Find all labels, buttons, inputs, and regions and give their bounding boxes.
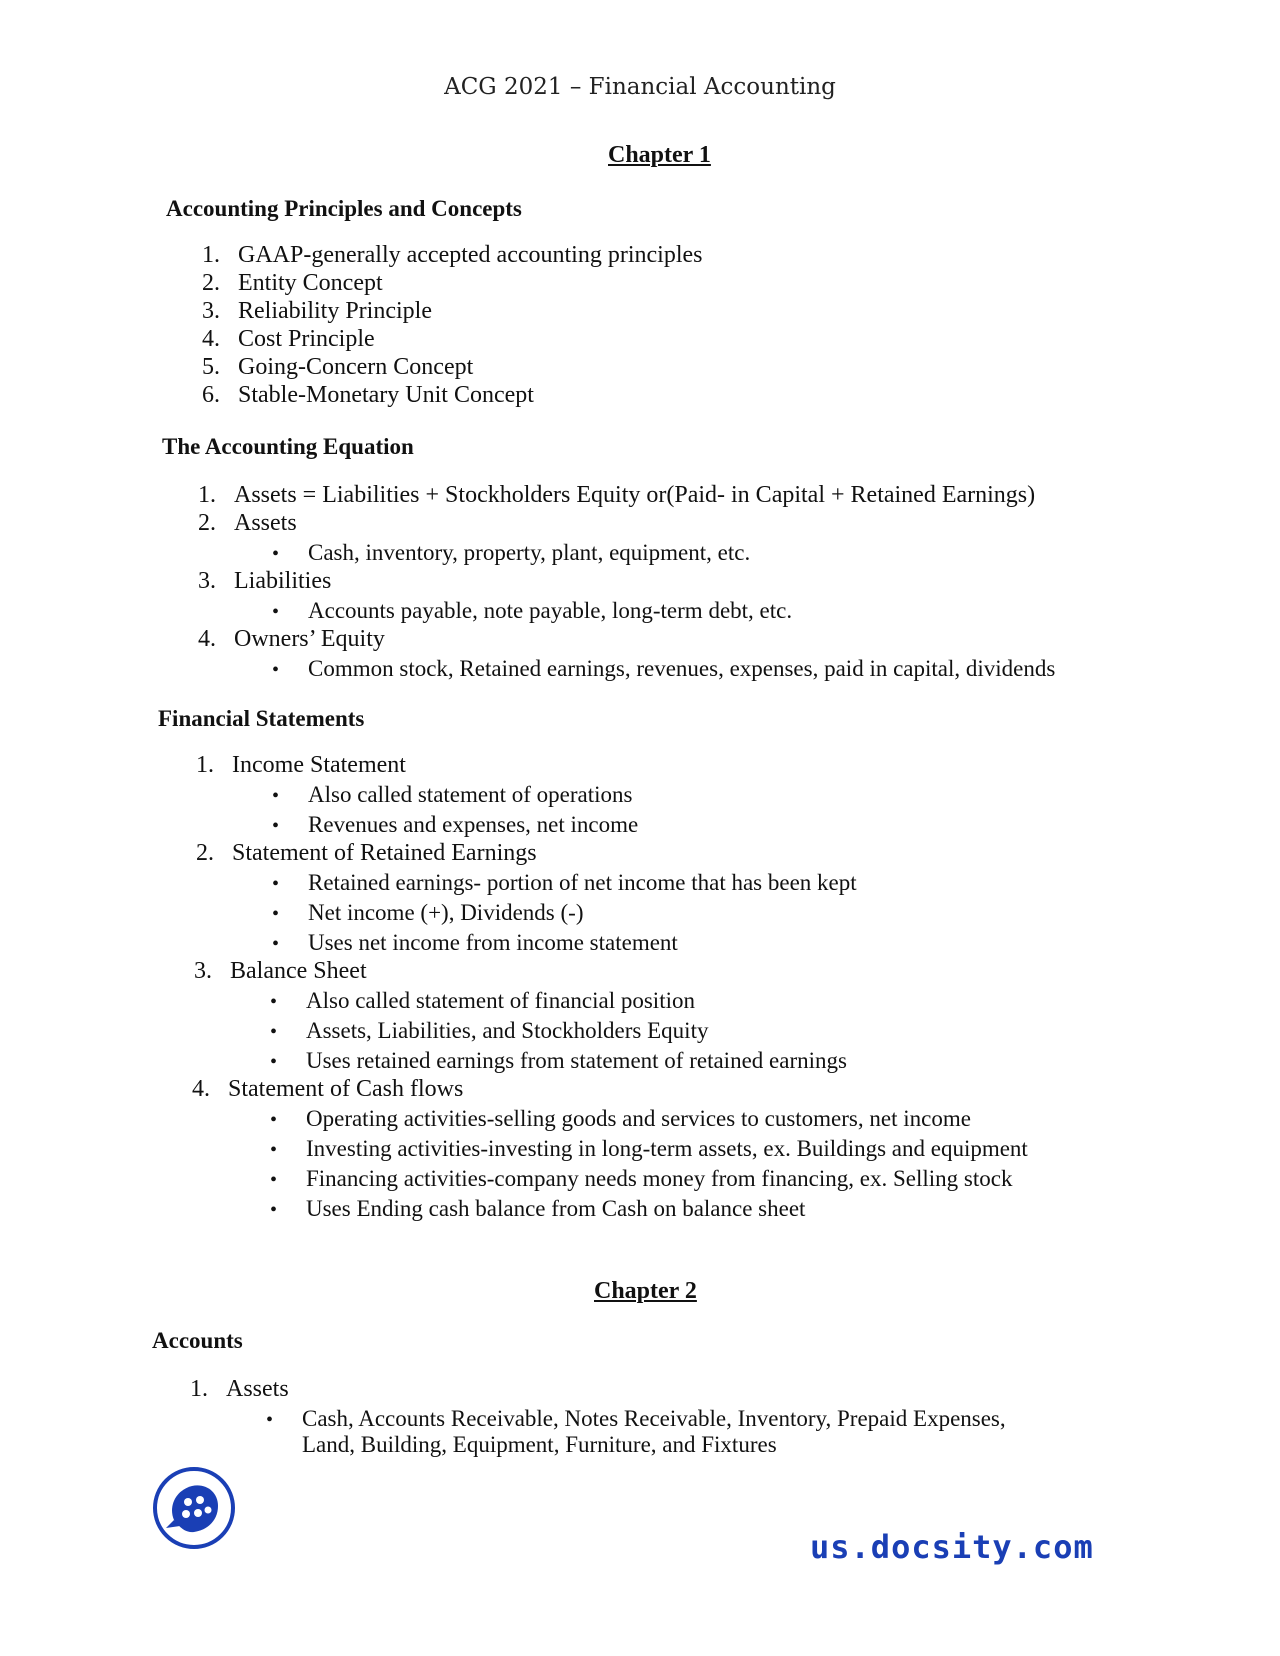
bullet-item: • Accounts payable, note payable, long-term debt, etc.: [272, 598, 793, 623]
bullet-item: • Cash, Accounts Receivable, Notes Receivable, Inventory, Prepaid Expenses, Land, Building, Equipment, Furniture, and Fixtures: [266, 1406, 1006, 1457]
bullet-item: • Also called statement of financial position: [270, 988, 695, 1013]
list-item: 4. Owners’ Equity: [198, 626, 385, 652]
bullet-item: • Cash, inventory, property, plant, equipment, etc.: [272, 540, 751, 565]
chapter-2-title: Chapter 2: [594, 1278, 697, 1304]
list-item: 1. Assets = Liabilities + Stockholders Equity or(Paid- in Capital + Retained Earnings): [198, 482, 1036, 508]
bullet-item: • Financing activities-company needs money from financing, ex. Selling stock: [270, 1166, 1013, 1191]
bullet-item: • Revenues and expenses, net income: [272, 812, 639, 837]
section-heading-equation: The Accounting Equation: [162, 434, 414, 459]
list-item: 3. Liabilities: [198, 568, 332, 594]
list-item: 3. Balance Sheet: [194, 958, 367, 984]
list-item: 6. Stable-Monetary Unit Concept: [202, 382, 534, 408]
bullet-item: • Investing activities-investing in long-term assets, ex. Buildings and equipment: [270, 1136, 1028, 1161]
list-item: 4. Cost Principle: [202, 326, 375, 352]
list-item: 5. Going-Concern Concept: [202, 354, 474, 380]
section-heading-statements: Financial Statements: [158, 706, 365, 731]
section-heading-principles: Accounting Principles and Concepts: [166, 196, 522, 221]
document-header: ACG 2021 – Financial Accounting: [444, 74, 836, 100]
section-heading-accounts: Accounts: [152, 1328, 243, 1353]
bullet-item: • Operating activities-selling goods and services to customers, net income: [270, 1106, 971, 1131]
list-item: 3. Reliability Principle: [202, 298, 432, 324]
list-item: 2. Assets: [198, 510, 297, 536]
bullet-item: • Assets, Liabilities, and Stockholders Equity: [270, 1018, 709, 1043]
list-item: 1. GAAP-generally accepted accounting principles: [202, 242, 703, 268]
bullet-item: • Retained earnings- portion of net income that has been kept: [272, 870, 857, 895]
bullet-item: • Uses retained earnings from statement of retained earnings: [270, 1048, 847, 1073]
site-url-link[interactable]: us.docsity.com: [810, 1528, 1094, 1566]
bullet-item: • Also called statement of operations: [272, 782, 633, 807]
list-item: 2. Entity Concept: [202, 270, 383, 296]
list-item: 4. Statement of Cash flows: [192, 1076, 464, 1102]
bullet-item: • Uses net income from income statement: [272, 930, 678, 955]
list-item: 1. Assets: [190, 1376, 289, 1402]
list-item: 1. Income Statement: [196, 752, 406, 778]
chapter-1-title: Chapter 1: [608, 142, 711, 168]
list-item: 2. Statement of Retained Earnings: [196, 840, 537, 866]
bullet-item: • Net income (+), Dividends (-): [272, 900, 584, 925]
bullet-item: • Common stock, Retained earnings, revenues, expenses, paid in capital, dividends: [272, 656, 1056, 681]
docsity-logo-icon[interactable]: [152, 1466, 236, 1550]
bullet-item: • Uses Ending cash balance from Cash on balance sheet: [270, 1196, 806, 1221]
